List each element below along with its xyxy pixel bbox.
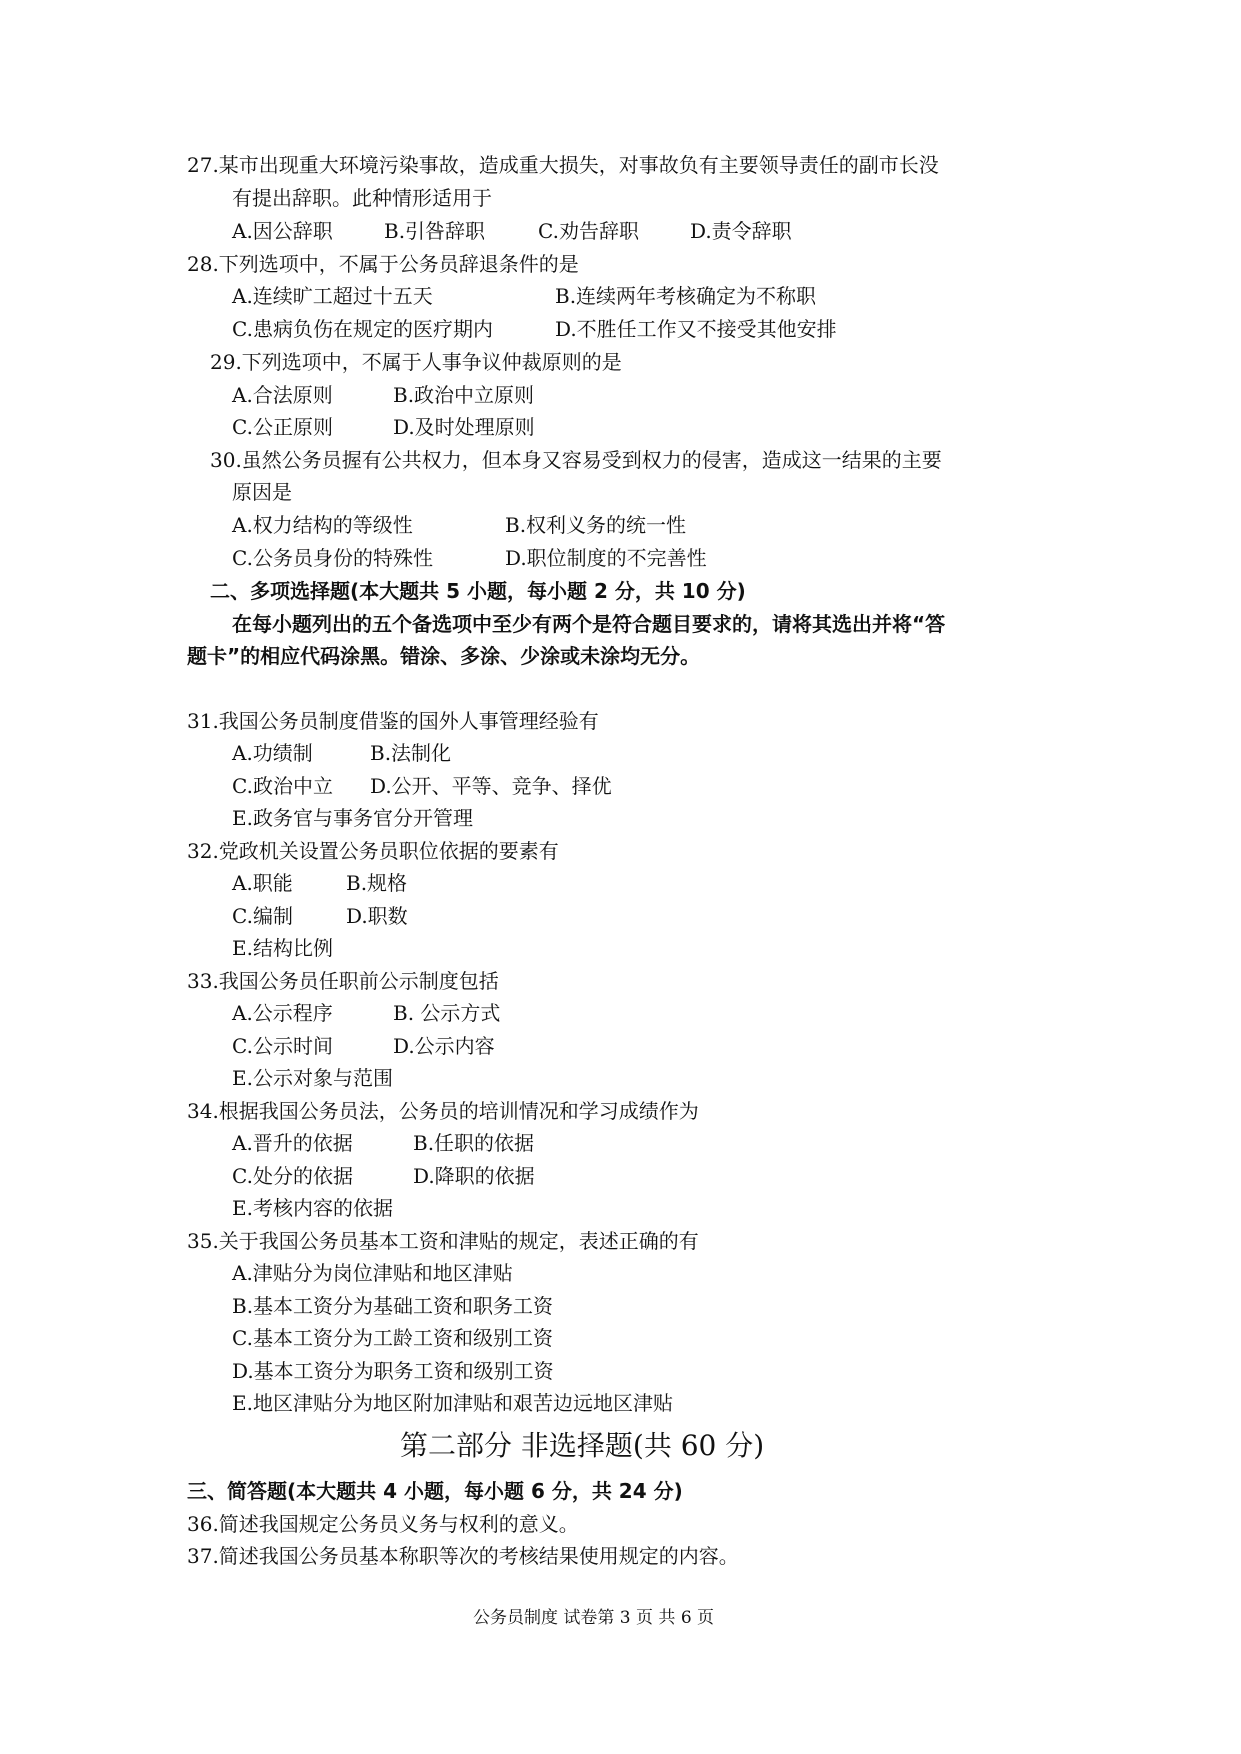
q28-option-d: D.不胜任工作又不接受其他安排: [555, 317, 837, 341]
page-footer: 公务员制度 试卷第 3 页 共 6 页: [473, 1608, 715, 1628]
q35-option-e: E.地区津贴分为地区附加津贴和艰苦边远地区津贴: [232, 1391, 673, 1415]
q35-option-b: B.基本工资分为基础工资和职务工资: [232, 1294, 554, 1318]
q27-option-c: C.劝告辞职: [538, 219, 639, 243]
q29-option-d: D.及时处理原则: [393, 415, 535, 439]
q28-stem: 28.下列选项中，不属于公务员辞退条件的是: [187, 252, 579, 276]
q33-option-b: B. 公示方式: [393, 1001, 501, 1025]
q35-option-c: C.基本工资分为工龄工资和级别工资: [232, 1326, 553, 1350]
q30-stem-line1: 30.虽然公务员握有公共权力，但本身又容易受到权力的侵害，造成这一结果的主要: [210, 448, 942, 472]
section2-instruction-line2: 题卡”的相应代码涂黑。错涂、多涂、少涂或未涂均无分。: [187, 644, 701, 668]
section3-heading: 三、简答题(本大题共 4 小题，每小题 6 分，共 24 分): [187, 1479, 683, 1503]
q29-stem: 29.下列选项中，不属于人事争议仲裁原则的是: [210, 350, 622, 374]
q31-option-a: A.功绩制: [232, 741, 313, 765]
q34-option-d: D.降职的依据: [413, 1164, 535, 1188]
q32-option-c: C.编制: [232, 904, 293, 928]
q31-option-e: E.政务官与事务官分开管理: [232, 806, 473, 830]
q29-option-c: C.公正原则: [232, 415, 333, 439]
q27-option-b: B.引咎辞职: [384, 219, 486, 243]
q34-option-e: E.考核内容的依据: [232, 1196, 393, 1220]
q31-option-c: C.政治中立: [232, 774, 333, 798]
q30-option-b: B.权利义务的统一性: [505, 513, 687, 537]
q32-stem: 32.党政机关设置公务员职位依据的要素有: [187, 839, 559, 863]
q27-option-d: D.责令辞职: [690, 219, 792, 243]
q32-option-b: B.规格: [346, 871, 408, 895]
q35-option-a: A.津贴分为岗位津贴和地区津贴: [232, 1261, 513, 1285]
q34-option-c: C.处分的依据: [232, 1164, 353, 1188]
q34-stem: 34.根据我国公务员法，公务员的培训情况和学习成绩作为: [187, 1099, 699, 1123]
q32-option-d: D.职数: [346, 904, 408, 928]
q31-option-b: B.法制化: [370, 741, 452, 765]
q37-stem: 37.简述我国公务员基本称职等次的考核结果使用规定的内容。: [187, 1544, 739, 1568]
q33-stem: 33.我国公务员任职前公示制度包括: [187, 969, 499, 993]
q29-option-a: A.合法原则: [232, 383, 333, 407]
q31-stem: 31.我国公务员制度借鉴的国外人事管理经验有: [187, 709, 599, 733]
q35-stem: 35.关于我国公务员基本工资和津贴的规定，表述正确的有: [187, 1229, 699, 1253]
q32-option-a: A.职能: [232, 871, 293, 895]
q33-option-c: C.公示时间: [232, 1034, 333, 1058]
q34-option-b: B.任职的依据: [413, 1131, 535, 1155]
q28-option-b: B.连续两年考核确定为不称职: [555, 284, 817, 308]
section2-instruction-line1: 在每小题列出的五个备选项中至少有两个是符合题目要求的，请将其选出并将“答: [232, 612, 946, 636]
q29-option-b: B.政治中立原则: [393, 383, 535, 407]
q30-option-a: A.权力结构的等级性: [232, 513, 413, 537]
part2-title: 第二部分 非选择题(共 60 分): [400, 1429, 765, 1462]
q33-option-e: E.公示对象与范围: [232, 1066, 393, 1090]
q31-option-d: D.公开、平等、竞争、择优: [370, 774, 612, 798]
q30-option-d: D.职位制度的不完善性: [505, 546, 707, 570]
q30-stem-line2: 原因是: [232, 480, 292, 504]
q33-option-a: A.公示程序: [232, 1001, 333, 1025]
q34-option-a: A.晋升的依据: [232, 1131, 353, 1155]
q28-option-c: C.患病负伤在规定的医疗期内: [232, 317, 493, 341]
q27-stem-line1: 27.某市出现重大环境污染事故，造成重大损失，对事故负有主要领导责任的副市长没: [187, 153, 939, 177]
q33-option-d: D.公示内容: [393, 1034, 495, 1058]
q30-option-c: C.公务员身份的特殊性: [232, 546, 433, 570]
q36-stem: 36.简述我国规定公务员义务与权利的意义。: [187, 1512, 579, 1536]
q35-option-d: D.基本工资分为职务工资和级别工资: [232, 1359, 554, 1383]
q27-stem-line2: 有提出辞职。此种情形适用于: [232, 186, 492, 210]
q27-option-a: A.因公辞职: [232, 219, 333, 243]
section2-heading: 二、多项选择题(本大题共 5 小题，每小题 2 分，共 10 分): [210, 579, 746, 603]
q28-option-a: A.连续旷工超过十五天: [232, 284, 433, 308]
q32-option-e: E.结构比例: [232, 936, 333, 960]
